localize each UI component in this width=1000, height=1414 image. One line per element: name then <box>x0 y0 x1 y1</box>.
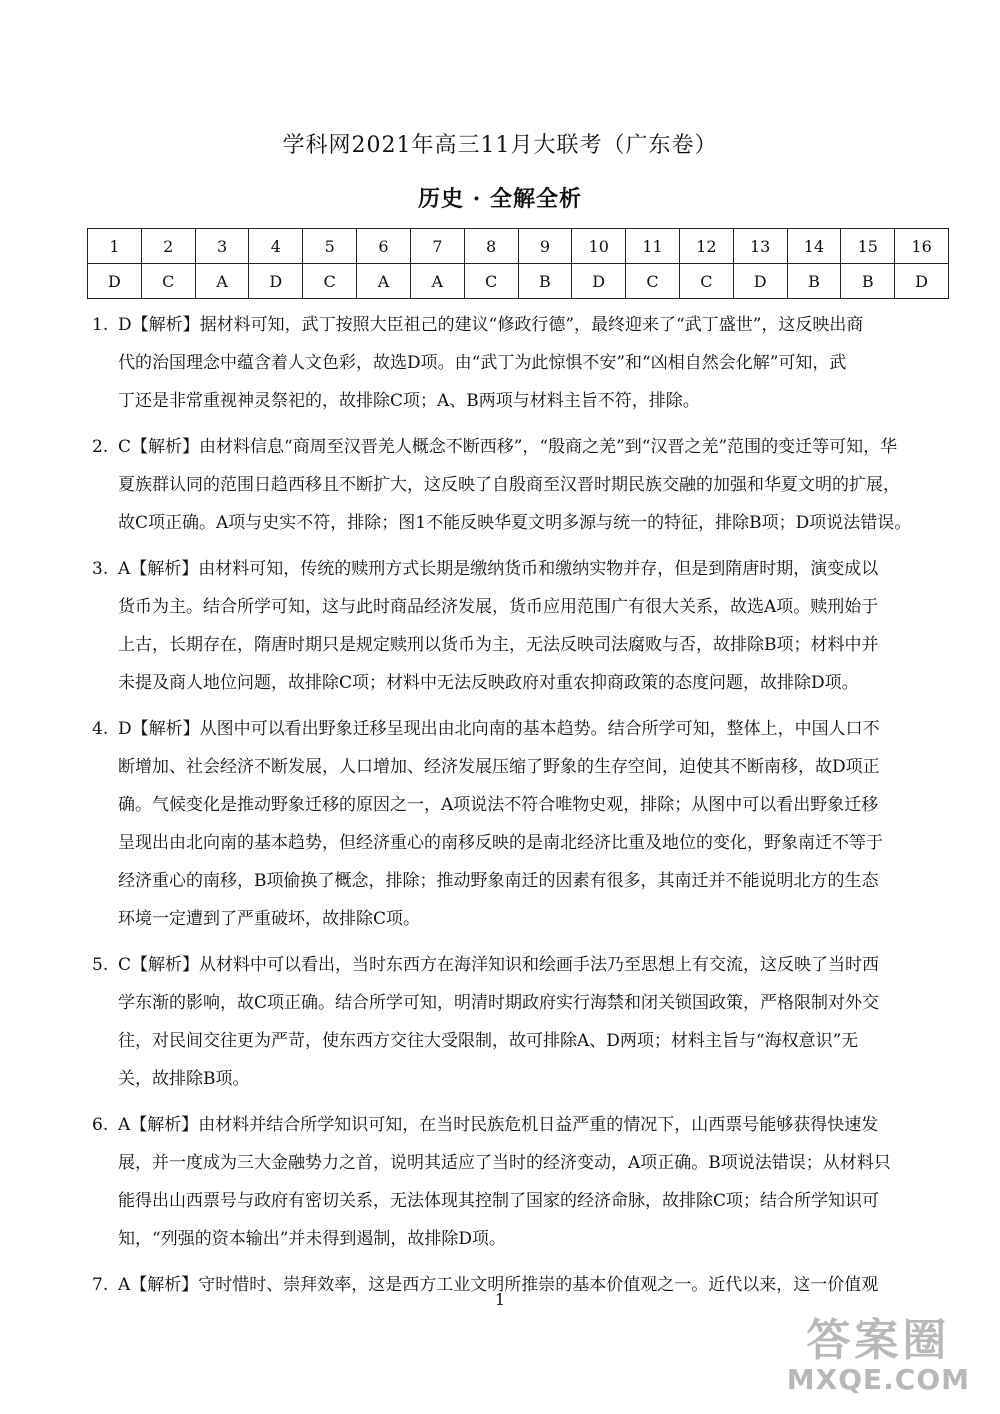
answer-cell: C <box>303 264 357 299</box>
site-watermark <box>786 1314 970 1397</box>
explanation-list <box>92 306 922 1312</box>
answer-cell: C <box>626 264 680 299</box>
explanation-item <box>92 946 922 1098</box>
explanation-text: A【解析】由材料并结合所学知识可知，在当时民族危机日益严重的情况下，山西票号能够获得快速发 展，并一度成为三大金融势力之首，说明其适应了当时的经济变动，A项正确。B项说法错误；从材料只 能得出山西票号与政府有密切关系，无法体现其控制了国家的经济命脉，故排除C项；结合所学知识可 知，“列强的资本输出”并未得到遏制，故排除D项。 <box>118 1115 891 1249</box>
answer-cell: D <box>88 264 142 299</box>
explanation-item <box>92 710 922 938</box>
question-number-cell: 11 <box>626 229 680 264</box>
watermark-logo: 答案圈 <box>806 1314 951 1366</box>
answer-cell: A <box>410 264 464 299</box>
answer-cell: C <box>464 264 518 299</box>
explanation-number: 2. <box>92 437 109 457</box>
explanation-text: D【解析】据材料可知，武丁按照大臣祖己的建议“修政行德”，最终迎来了“武丁盛世”，这反映出商 代的治国理念中蕴含着人文色彩，故选D项。由“武丁为此惊惧不安”和“凶相自然会化解”可知，武 丁还是非常重视神灵祭祀的，故排除C项；A、B两项与材料主旨不符，排除。 <box>118 315 864 411</box>
explanation-number: 6. <box>92 1115 109 1135</box>
answer-cell: D <box>733 264 787 299</box>
question-number-cell: 13 <box>733 229 787 264</box>
explanation-item <box>92 1106 922 1258</box>
question-number-cell: 5 <box>303 229 357 264</box>
explanation-item <box>92 428 922 542</box>
answer-cell: D <box>895 264 949 299</box>
explanation-text: C【解析】从材料中可以看出，当时东西方在海洋知识和绘画手法乃至思想上有交流，这反映了当时西 学东渐的影响，故C项正确。结合所学可知，明清时期政府实行海禁和闭关锁国政策，严格限制对外交 往，对民间交往更为严苛，使东西方交往大受限制，故可排除A、D两项；材料主旨与“海权意识”无 关，故排除B项。 <box>118 955 880 1089</box>
explanation-text: D【解析】从图中可以看出野象迁移呈现出由北向南的基本趋势。结合所学可知，整体上，中国人口不 断增加、社会经济不断发展，人口增加、经济发展压缩了野象的生存空间，迫使其不断南移，故D项正 确。气候变化是推动野象迁移的原因之一，A项说法不符合唯物史观，排除；从图中可以看出野象迁移 呈现出由北向南的基本趋势，但经济重心的南移反映的是南北经济比重及地位的变化，野象南迁不等于 经济重心的南移，B项偷换了概念，排除；推动野象南迁的因素有很多，其南迁并不能说明北方的生态 环境一定遭到了严重破坏，故排除C项。 <box>118 719 883 929</box>
question-number-cell: 12 <box>679 229 733 264</box>
answer-cell: A <box>357 264 411 299</box>
answer-cell: B <box>787 264 841 299</box>
page-number: 1 <box>494 1290 506 1309</box>
question-number-cell: 14 <box>787 229 841 264</box>
question-number-cell: 6 <box>357 229 411 264</box>
question-number-cell: 3 <box>195 229 249 264</box>
answer-cell: B <box>518 264 572 299</box>
question-number-cell: 1 <box>88 229 142 264</box>
explanation-text: C【解析】由材料信息“商周至汉晋羌人概念不断西移”，“殷商之羌”到“汉晋之羌”范围的变迁等可知，华 夏族群认同的范围日趋西移且不断扩大，这反映了自殷商至汉晋时期民族交融的加强和华夏文明的扩展， 故C项正确。A项与史实不符，排除；图1不能反映华夏文明多源与统一的特征，排除B项；D项说法错误。 <box>118 437 912 533</box>
watermark-url: MXQE.COM <box>786 1363 970 1397</box>
page-title: 学科网2021年高三11月大联考（广东卷） <box>282 133 718 158</box>
explanation-number: 5. <box>92 955 109 975</box>
answer-table <box>87 228 949 299</box>
question-number-cell: 2 <box>141 229 195 264</box>
page-subtitle: 历史 · 全解全析 <box>418 186 582 212</box>
question-number-cell: 7 <box>410 229 464 264</box>
question-number-cell: 15 <box>841 229 895 264</box>
explanation-number: 1. <box>92 315 109 335</box>
question-number-cell: 4 <box>249 229 303 264</box>
answer-cell: A <box>195 264 249 299</box>
explanation-number: 3. <box>92 559 109 579</box>
answer-cell: C <box>141 264 195 299</box>
answer-cell: D <box>249 264 303 299</box>
explanation-item <box>92 550 922 702</box>
answer-cell: C <box>679 264 733 299</box>
explanation-text: A【解析】由材料可知，传统的赎刑方式长期是缴纳货币和缴纳实物并存，但是到隋唐时期，演变成以 货币为主。结合所学可知，这与此时商品经济发展，货币应用范围广有很大关系，故选A项。赎刑始于 上古，长期存在，隋唐时期只是规定赎刑以货币为主，无法反映司法腐败与否，故排除B项；材料中并 未提及商人地位问题，故排除C项；材料中无法反映政府对重农抑商政策的态度问题，故排除D项。 <box>118 559 879 693</box>
question-number-cell: 9 <box>518 229 572 264</box>
answer-cell: B <box>841 264 895 299</box>
answer-table-number-row <box>88 229 949 264</box>
answer-table-answer-row <box>88 264 949 299</box>
explanation-number: 4. <box>92 719 109 739</box>
explanation-item <box>92 306 922 420</box>
answer-cell: D <box>572 264 626 299</box>
question-number-cell: 10 <box>572 229 626 264</box>
question-number-cell: 8 <box>464 229 518 264</box>
question-number-cell: 16 <box>895 229 949 264</box>
explanation-number: 7. <box>92 1275 109 1295</box>
explanation-text: A【解析】守时惜时、崇拜效率，这是西方工业文明所推崇的基本价值观之一。近代以来，这一价值观 <box>118 1275 879 1295</box>
